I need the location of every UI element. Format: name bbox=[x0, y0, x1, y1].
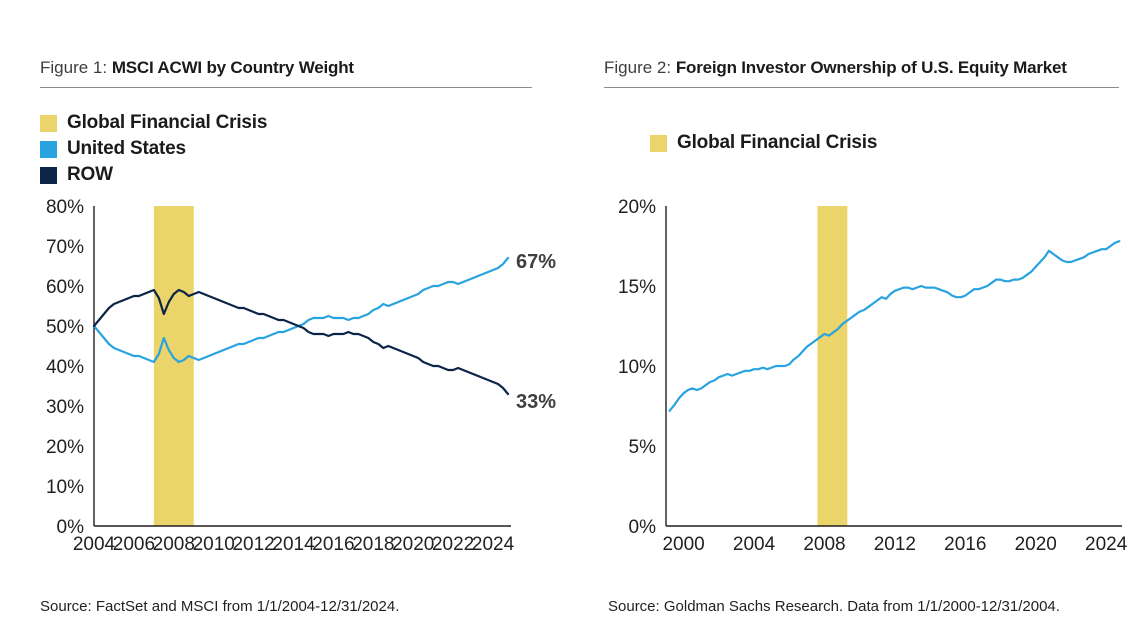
figure-1-plot bbox=[22, 196, 573, 566]
crisis-shading bbox=[817, 206, 847, 526]
x-tick-label: 2022 bbox=[431, 534, 475, 555]
y-tick-label: 10% bbox=[45, 477, 84, 498]
x-tick-label: 2006 bbox=[112, 534, 156, 555]
x-tick-label: 2008 bbox=[152, 534, 195, 555]
figure-1-rule bbox=[40, 87, 532, 88]
y-tick-label: 0% bbox=[56, 517, 84, 538]
figure-2-panel bbox=[574, 0, 1147, 643]
legend-label-united-states: United States bbox=[67, 138, 186, 159]
x-tick-label: 2014 bbox=[272, 534, 315, 555]
figure-1-label: Figure 1: bbox=[40, 58, 108, 77]
figure-2-source: Source: Goldman Sachs Research. Data from 1/1/2000-12/31/2004. bbox=[608, 598, 1060, 615]
y-tick-label: 5% bbox=[628, 437, 656, 458]
y-tick-label: 15% bbox=[617, 277, 656, 298]
y-tick-label: 60% bbox=[45, 277, 84, 298]
figure-2-header bbox=[604, 58, 1119, 88]
x-tick-label: 2012 bbox=[873, 534, 917, 555]
y-tick-label: 0% bbox=[628, 517, 656, 538]
figure-2-title bbox=[604, 58, 1119, 78]
x-tick-label: 2020 bbox=[392, 534, 435, 555]
legend-label-gfc-2: Global Financial Crisis bbox=[677, 132, 878, 153]
x-tick-label: 2008 bbox=[803, 534, 846, 555]
series-line bbox=[670, 241, 1120, 411]
crisis-shading bbox=[154, 206, 194, 526]
figure-2-rule bbox=[604, 87, 1119, 88]
series-end-label: 67% bbox=[516, 251, 557, 273]
figure-1-name: MSCI ACWI by Country Weight bbox=[111, 58, 354, 77]
legend-item-united-states bbox=[40, 138, 267, 160]
legend-swatch-united-states bbox=[40, 141, 57, 158]
x-tick-label: 2016 bbox=[312, 534, 355, 555]
series-end-label: 33% bbox=[516, 391, 557, 413]
legend-label-gfc: Global Financial Crisis bbox=[67, 112, 268, 133]
y-tick-label: 80% bbox=[45, 197, 84, 218]
y-tick-label: 10% bbox=[617, 357, 656, 378]
figure-2-legend bbox=[650, 132, 877, 158]
x-tick-label: 2018 bbox=[352, 534, 395, 555]
legend-item-gfc-2 bbox=[650, 132, 877, 154]
x-tick-label: 2020 bbox=[1014, 534, 1057, 555]
legend-swatch-gfc bbox=[40, 115, 57, 132]
x-tick-label: 2012 bbox=[232, 534, 275, 555]
figure-1-panel bbox=[0, 0, 573, 643]
x-tick-label: 2000 bbox=[662, 534, 705, 555]
y-tick-label: 40% bbox=[45, 357, 84, 378]
legend-swatch-row bbox=[40, 167, 57, 184]
x-tick-label: 2024 bbox=[471, 534, 515, 555]
figure-2-label: Figure 2: bbox=[604, 58, 672, 77]
y-tick-label: 70% bbox=[45, 237, 84, 258]
figure-2-name: Foreign Investor Ownership of U.S. Equity Market bbox=[675, 58, 1067, 77]
figure-2-plot bbox=[600, 196, 1140, 566]
y-tick-label: 20% bbox=[617, 197, 656, 218]
x-tick-label: 2004 bbox=[732, 534, 776, 555]
figure-1-header bbox=[40, 58, 532, 88]
figure-1-legend bbox=[40, 112, 267, 190]
figure-2-svg bbox=[600, 196, 1140, 566]
figure-1-svg bbox=[22, 196, 573, 566]
figure-1-title bbox=[40, 58, 532, 78]
x-tick-label: 2010 bbox=[192, 534, 235, 555]
y-tick-label: 20% bbox=[45, 437, 84, 458]
legend-item-row bbox=[40, 164, 267, 186]
legend-item-gfc bbox=[40, 112, 267, 134]
legend-swatch-gfc-2 bbox=[650, 135, 667, 152]
x-tick-label: 2016 bbox=[944, 534, 987, 555]
x-tick-label: 2004 bbox=[72, 534, 116, 555]
legend-label-row: ROW bbox=[67, 164, 113, 185]
figure-1-source: Source: FactSet and MSCI from 1/1/2004-12/31/2024. bbox=[40, 598, 400, 615]
y-tick-label: 30% bbox=[45, 397, 84, 418]
x-tick-label: 2024 bbox=[1085, 534, 1128, 555]
y-tick-label: 50% bbox=[45, 317, 84, 338]
